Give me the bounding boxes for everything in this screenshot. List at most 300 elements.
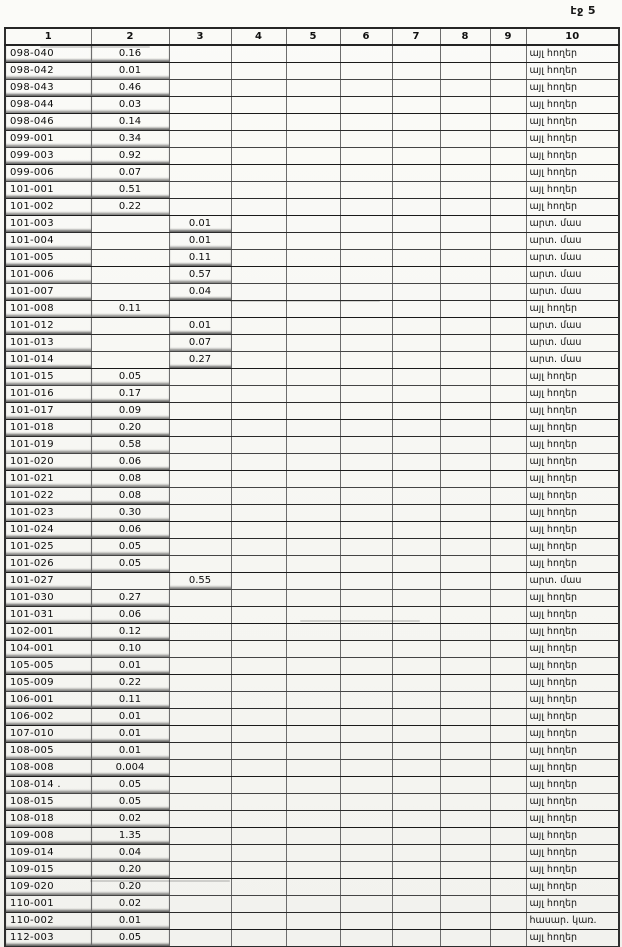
value-cell: [392, 658, 440, 675]
table-row: [5, 862, 619, 879]
value-cell: [340, 505, 392, 522]
land-type-cell: արտ. մաս: [526, 318, 619, 335]
table-row: [5, 80, 619, 97]
value-cell: 0.06: [91, 522, 169, 539]
value-cell: [169, 624, 231, 641]
table-row: [5, 522, 619, 539]
land-type-cell: հասար. կառ.: [526, 913, 619, 930]
table-row: [5, 131, 619, 148]
value-cell: [286, 80, 340, 97]
value-cell: [169, 913, 231, 930]
land-type-cell: այլ հողեր: [526, 63, 619, 80]
parcel-code-cell: 106-002: [5, 709, 91, 726]
parcel-code-cell: 101-019: [5, 437, 91, 454]
value-cell: [169, 131, 231, 148]
value-cell: [286, 811, 340, 828]
land-type-cell: այլ հողեր: [526, 386, 619, 403]
value-cell: [231, 692, 286, 709]
parcel-code-cell: 101-005: [5, 250, 91, 267]
value-cell: [169, 199, 231, 216]
parcel-code-cell: 101-008: [5, 301, 91, 318]
value-cell: [440, 267, 490, 284]
value-cell: [340, 199, 392, 216]
value-cell: [286, 539, 340, 556]
land-type-cell: այլ հողեր: [526, 488, 619, 505]
land-type-cell: արտ. մաս: [526, 284, 619, 301]
parcel-code-cell: 101-020: [5, 454, 91, 471]
value-cell: [169, 539, 231, 556]
value-cell: [440, 590, 490, 607]
parcel-code-cell: 110-001: [5, 896, 91, 913]
value-cell: [392, 505, 440, 522]
value-cell: [490, 862, 526, 879]
land-type-cell: այլ հողեր: [526, 607, 619, 624]
table-row: [5, 386, 619, 403]
land-type-cell: այլ հողեր: [526, 794, 619, 811]
value-cell: [340, 624, 392, 641]
column-header: 2: [91, 28, 169, 45]
table-row: [5, 114, 619, 131]
value-cell: [440, 403, 490, 420]
table-row: [5, 777, 619, 794]
parcel-code-cell: 099-003: [5, 148, 91, 165]
value-cell: [286, 794, 340, 811]
value-cell: [286, 471, 340, 488]
value-cell: 0.34: [91, 131, 169, 148]
value-cell: [169, 97, 231, 114]
value-cell: [490, 471, 526, 488]
value-cell: [340, 896, 392, 913]
table-row: [5, 148, 619, 165]
value-cell: [231, 743, 286, 760]
parcel-code-cell: 109-014: [5, 845, 91, 862]
table-row: [5, 658, 619, 675]
value-cell: [392, 760, 440, 777]
land-type-cell: այլ հողեր: [526, 114, 619, 131]
value-cell: [169, 369, 231, 386]
value-cell: [440, 114, 490, 131]
value-cell: [392, 165, 440, 182]
value-cell: [392, 131, 440, 148]
parcel-code-cell: 101-015: [5, 369, 91, 386]
value-cell: [169, 845, 231, 862]
value-cell: [340, 454, 392, 471]
value-cell: [392, 675, 440, 692]
value-cell: 0.30: [91, 505, 169, 522]
value-cell: [340, 760, 392, 777]
value-cell: [231, 658, 286, 675]
value-cell: [490, 45, 526, 63]
value-cell: [490, 573, 526, 590]
value-cell: [490, 505, 526, 522]
value-cell: [490, 131, 526, 148]
value-cell: [91, 335, 169, 352]
value-cell: [286, 879, 340, 896]
value-cell: 0.01: [91, 658, 169, 675]
value-cell: [340, 437, 392, 454]
value-cell: [440, 845, 490, 862]
land-type-cell: այլ հողեր: [526, 624, 619, 641]
value-cell: [340, 743, 392, 760]
parcel-code-cell: 099-006: [5, 165, 91, 182]
value-cell: [392, 182, 440, 199]
table-row: [5, 794, 619, 811]
page-number-label: էջ 5: [570, 4, 596, 17]
table-row: [5, 199, 619, 216]
value-cell: [231, 45, 286, 63]
value-cell: [231, 437, 286, 454]
table-row: [5, 692, 619, 709]
table-row: [5, 369, 619, 386]
column-header: 1: [5, 28, 91, 45]
value-cell: [286, 556, 340, 573]
land-type-cell: այլ հողեր: [526, 590, 619, 607]
parcel-code-cell: 102-001: [5, 624, 91, 641]
value-cell: [392, 420, 440, 437]
value-cell: [490, 794, 526, 811]
land-type-cell: այլ հողեր: [526, 80, 619, 97]
value-cell: [231, 556, 286, 573]
table-row: [5, 624, 619, 641]
value-cell: [169, 879, 231, 896]
value-cell: [169, 930, 231, 947]
value-cell: [340, 862, 392, 879]
value-cell: 0.11: [91, 692, 169, 709]
value-cell: [231, 403, 286, 420]
value-cell: [286, 692, 340, 709]
value-cell: [440, 148, 490, 165]
column-header: 7: [392, 28, 440, 45]
value-cell: [169, 454, 231, 471]
value-cell: [440, 879, 490, 896]
value-cell: [231, 284, 286, 301]
value-cell: 1.35: [91, 828, 169, 845]
parcel-code-cell: 101-003: [5, 216, 91, 233]
value-cell: [231, 97, 286, 114]
value-cell: [340, 267, 392, 284]
value-cell: [340, 777, 392, 794]
value-cell: [231, 590, 286, 607]
land-type-cell: արտ. մաս: [526, 573, 619, 590]
value-cell: [286, 862, 340, 879]
value-cell: [231, 335, 286, 352]
value-cell: [440, 437, 490, 454]
value-cell: [231, 250, 286, 267]
value-cell: [231, 216, 286, 233]
value-cell: [169, 658, 231, 675]
value-cell: [91, 216, 169, 233]
parcel-code-cell: 101-012: [5, 318, 91, 335]
value-cell: [231, 488, 286, 505]
land-type-cell: այլ հողեր: [526, 879, 619, 896]
parcel-code-cell: 101-002: [5, 199, 91, 216]
parcel-code-cell: 108-014 .: [5, 777, 91, 794]
table-row: [5, 63, 619, 80]
value-cell: [490, 777, 526, 794]
value-cell: [169, 114, 231, 131]
value-cell: [231, 318, 286, 335]
value-cell: [231, 148, 286, 165]
value-cell: [392, 80, 440, 97]
parcel-code-cell: 101-025: [5, 539, 91, 556]
value-cell: [286, 590, 340, 607]
value-cell: [392, 913, 440, 930]
value-cell: [392, 879, 440, 896]
value-cell: 0.27: [91, 590, 169, 607]
column-header: 10: [526, 28, 619, 45]
value-cell: [169, 896, 231, 913]
value-cell: [91, 284, 169, 301]
value-cell: [392, 250, 440, 267]
parcel-code-cell: 101-016: [5, 386, 91, 403]
value-cell: 0.12: [91, 624, 169, 641]
table-row: [5, 471, 619, 488]
header-row: [5, 28, 619, 45]
value-cell: [392, 488, 440, 505]
parcel-code-cell: 108-008: [5, 760, 91, 777]
value-cell: [231, 352, 286, 369]
value-cell: [392, 539, 440, 556]
value-cell: [169, 692, 231, 709]
value-cell: [392, 216, 440, 233]
land-type-cell: արտ. մաս: [526, 250, 619, 267]
parcel-code-cell: 101-030: [5, 590, 91, 607]
value-cell: [440, 284, 490, 301]
value-cell: [392, 590, 440, 607]
value-cell: [231, 845, 286, 862]
value-cell: [340, 913, 392, 930]
land-type-cell: այլ հողեր: [526, 471, 619, 488]
value-cell: [169, 556, 231, 573]
table-row: [5, 301, 619, 318]
value-cell: 0.07: [169, 335, 231, 352]
value-cell: [231, 794, 286, 811]
value-cell: [392, 318, 440, 335]
value-cell: 0.01: [91, 913, 169, 930]
value-cell: [392, 556, 440, 573]
value-cell: [169, 641, 231, 658]
value-cell: [392, 386, 440, 403]
value-cell: [231, 182, 286, 199]
value-cell: [231, 420, 286, 437]
land-type-cell: այլ հողեր: [526, 658, 619, 675]
value-cell: [286, 845, 340, 862]
value-cell: [440, 573, 490, 590]
parcel-code-cell: 098-040: [5, 45, 91, 63]
value-cell: [340, 539, 392, 556]
value-cell: [231, 369, 286, 386]
value-cell: [286, 420, 340, 437]
parcel-code-cell: 101-006: [5, 267, 91, 284]
parcel-code-cell: 109-015: [5, 862, 91, 879]
land-parcel-table: [4, 27, 620, 947]
value-cell: 0.08: [91, 488, 169, 505]
value-cell: [169, 811, 231, 828]
parcel-code-cell: 101-026: [5, 556, 91, 573]
value-cell: [169, 386, 231, 403]
land-type-cell: այլ հողեր: [526, 148, 619, 165]
table-row: [5, 182, 619, 199]
table-row: [5, 284, 619, 301]
value-cell: [231, 879, 286, 896]
value-cell: [440, 709, 490, 726]
table-row: [5, 45, 619, 63]
value-cell: [392, 624, 440, 641]
land-type-cell: այլ հողեր: [526, 709, 619, 726]
value-cell: [392, 114, 440, 131]
value-cell: [231, 930, 286, 947]
value-cell: 0.01: [169, 216, 231, 233]
value-cell: [392, 522, 440, 539]
value-cell: [231, 624, 286, 641]
table-row: [5, 556, 619, 573]
value-cell: 0.46: [91, 80, 169, 97]
table-row: [5, 930, 619, 947]
value-cell: 0.20: [91, 879, 169, 896]
value-cell: [392, 471, 440, 488]
value-cell: [340, 590, 392, 607]
value-cell: 0.01: [91, 743, 169, 760]
value-cell: [490, 403, 526, 420]
value-cell: [231, 471, 286, 488]
parcel-code-cell: 101-022: [5, 488, 91, 505]
parcel-code-cell: 099-001: [5, 131, 91, 148]
value-cell: [440, 896, 490, 913]
parcel-code-cell: 098-042: [5, 63, 91, 80]
value-cell: 0.05: [91, 369, 169, 386]
value-cell: [440, 301, 490, 318]
parcel-code-cell: 101-021: [5, 471, 91, 488]
value-cell: 0.10: [91, 641, 169, 658]
land-type-cell: այլ հողեր: [526, 420, 619, 437]
value-cell: [91, 318, 169, 335]
value-cell: [340, 97, 392, 114]
value-cell: [286, 301, 340, 318]
value-cell: [169, 403, 231, 420]
value-cell: [340, 828, 392, 845]
value-cell: [392, 692, 440, 709]
value-cell: [286, 216, 340, 233]
parcel-code-cell: 106-001: [5, 692, 91, 709]
land-type-cell: այլ հողեր: [526, 896, 619, 913]
value-cell: [490, 726, 526, 743]
value-cell: [286, 913, 340, 930]
land-type-cell: արտ. մաս: [526, 267, 619, 284]
value-cell: [231, 233, 286, 250]
value-cell: [340, 556, 392, 573]
value-cell: [286, 403, 340, 420]
value-cell: [231, 675, 286, 692]
value-cell: [169, 45, 231, 63]
value-cell: [91, 352, 169, 369]
value-cell: [392, 862, 440, 879]
value-cell: [490, 335, 526, 352]
value-cell: [340, 573, 392, 590]
land-type-cell: այլ հողեր: [526, 845, 619, 862]
column-header: 5: [286, 28, 340, 45]
table-header: [5, 28, 619, 45]
table-row: [5, 573, 619, 590]
value-cell: [231, 454, 286, 471]
value-cell: [169, 437, 231, 454]
land-type-cell: այլ հողեր: [526, 862, 619, 879]
land-type-cell: այլ հողեր: [526, 743, 619, 760]
value-cell: [340, 675, 392, 692]
table-row: [5, 760, 619, 777]
value-cell: 0.05: [91, 930, 169, 947]
value-cell: [286, 777, 340, 794]
land-type-cell: այլ հողեր: [526, 199, 619, 216]
value-cell: [286, 522, 340, 539]
value-cell: [490, 250, 526, 267]
land-type-cell: այլ հողեր: [526, 675, 619, 692]
value-cell: 0.05: [91, 539, 169, 556]
value-cell: [392, 845, 440, 862]
value-cell: [340, 63, 392, 80]
value-cell: 0.11: [91, 301, 169, 318]
value-cell: [490, 114, 526, 131]
value-cell: [286, 352, 340, 369]
value-cell: [490, 148, 526, 165]
value-cell: [490, 692, 526, 709]
value-cell: [169, 862, 231, 879]
value-cell: [340, 488, 392, 505]
value-cell: [392, 199, 440, 216]
value-cell: [440, 641, 490, 658]
value-cell: [440, 743, 490, 760]
value-cell: [392, 233, 440, 250]
value-cell: 0.57: [169, 267, 231, 284]
value-cell: [440, 794, 490, 811]
value-cell: [392, 726, 440, 743]
parcel-code-cell: 101-023: [5, 505, 91, 522]
value-cell: [169, 777, 231, 794]
value-cell: [490, 743, 526, 760]
value-cell: [440, 726, 490, 743]
table-row: [5, 590, 619, 607]
value-cell: [169, 522, 231, 539]
value-cell: [286, 63, 340, 80]
value-cell: [392, 828, 440, 845]
value-cell: [392, 63, 440, 80]
parcel-code-cell: 108-005: [5, 743, 91, 760]
value-cell: [340, 182, 392, 199]
value-cell: 0.17: [91, 386, 169, 403]
value-cell: [286, 607, 340, 624]
value-cell: [286, 250, 340, 267]
value-cell: [286, 335, 340, 352]
value-cell: [490, 556, 526, 573]
value-cell: [440, 522, 490, 539]
value-cell: [490, 675, 526, 692]
value-cell: [490, 301, 526, 318]
value-cell: [169, 63, 231, 80]
value-cell: [169, 165, 231, 182]
value-cell: [440, 556, 490, 573]
value-cell: [340, 471, 392, 488]
value-cell: 0.16: [91, 45, 169, 63]
parcel-code-cell: 101-027: [5, 573, 91, 590]
value-cell: 0.22: [91, 675, 169, 692]
parcel-code-cell: 098-044: [5, 97, 91, 114]
table-row: [5, 709, 619, 726]
value-cell: [490, 80, 526, 97]
value-cell: [340, 811, 392, 828]
value-cell: [286, 45, 340, 63]
value-cell: [440, 811, 490, 828]
parcel-code-cell: 105-005: [5, 658, 91, 675]
value-cell: [340, 692, 392, 709]
